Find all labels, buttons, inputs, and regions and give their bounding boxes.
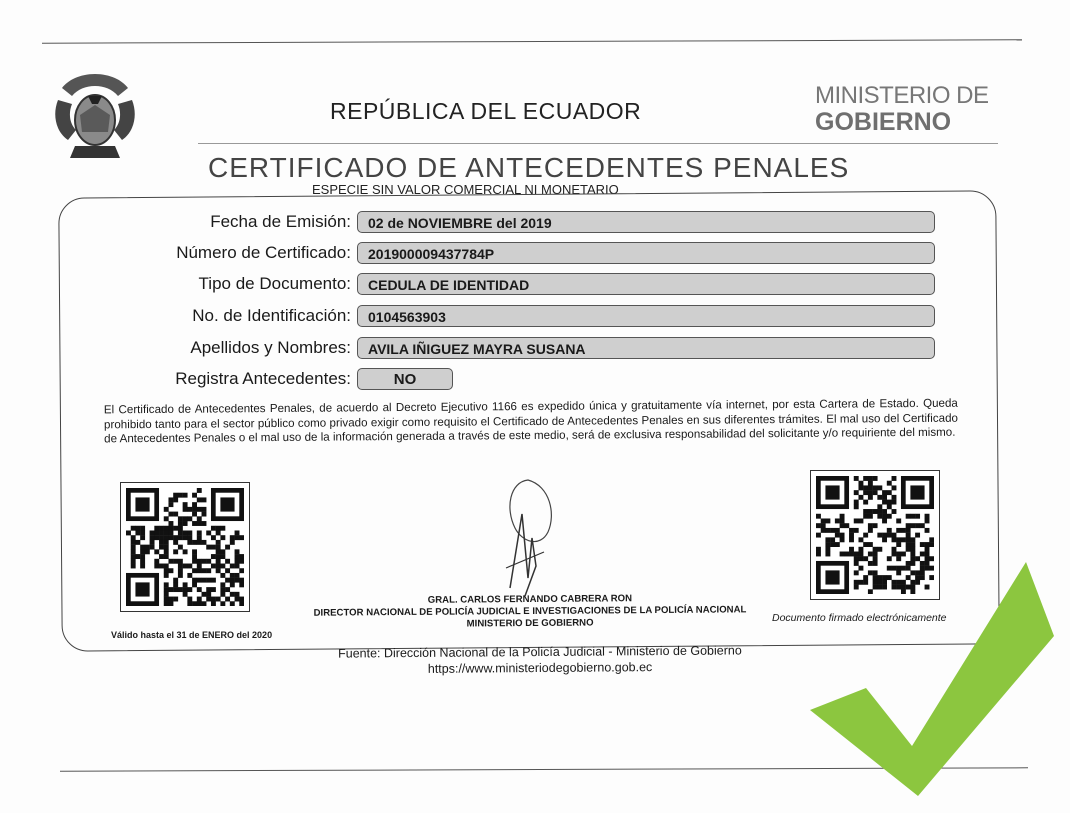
source-line: Fuente: Dirección Nacional de la Policía Judicial - Ministerio de Gobierno (338, 643, 742, 661)
field-value: 02 de NOVIEMBRE del 2019 (357, 211, 935, 233)
field-label: Número de Certificado: (176, 243, 351, 262)
certificate-title: CERTIFICADO DE ANTECEDENTES PENALES (208, 152, 850, 183)
field-value: 0104563903 (357, 305, 935, 327)
ministry-logo-line2: GOBIERNO (815, 108, 952, 136)
signer-block (250, 592, 810, 632)
coat-of-arms-icon (50, 70, 140, 165)
signature (470, 468, 580, 598)
top-rule (42, 39, 1022, 43)
ministry-logo-line1: MINISTERIO DE (815, 82, 989, 109)
field-label: Registra Antecedentes: (175, 369, 351, 388)
signer-position: DIRECTOR NACIONAL DE POLICÍA JUDICIAL E INVESTIGACIONES DE LA POLICÍA NACIONAL (313, 604, 747, 619)
field-value: CEDULA DE IDENTIDAD (357, 273, 935, 295)
signer-ministry: MINISTERIO DE GOBIERNO (466, 617, 594, 630)
source-url: https://www.ministeriodegobierno.gob.ec (427, 660, 653, 676)
field-issue-date (210, 211, 935, 235)
checkmark-icon (808, 560, 1058, 800)
field-value: NO (357, 368, 453, 390)
source-note (300, 642, 780, 678)
ministry-logo (815, 84, 989, 135)
field-criminal-record (175, 368, 453, 392)
field-document-type (198, 273, 935, 297)
certificate-subtitle: ESPECIE SIN VALOR COMERCIAL NI MONETARIO (312, 182, 619, 197)
field-value: 201900009437784P (357, 242, 935, 264)
field-label: Apellidos y Nombres: (190, 338, 351, 357)
electronic-signature-note: Documento firmado electrónicamente (772, 612, 947, 624)
field-label: No. de Identificación: (192, 306, 351, 325)
header-rule (198, 143, 998, 144)
field-full-name (190, 337, 935, 361)
legal-notice: El Certificado de Antecedentes Penales, de acuerdo al Decreto Ejecutivo 1166 es expedido única y gratuitamente vía internet, por esta Cartera de Estado. Queda prohibido tanto para el sector público como privado exigir como requisito el Certificado de Antecedentes Penales en sus diferentes trámites. El mal uso del Certificado de Antecedentes Penales o el mal uso de la información generada a través de este medio, será de exclusiva responsabilidad del solicitante y/o requiriente del mismo. (103, 396, 959, 446)
field-value: AVILA IÑIGUEZ MAYRA SUSANA (357, 337, 935, 359)
republic-title: REPÚBLICA DEL ECUADOR (330, 98, 642, 124)
field-id-number (192, 305, 935, 329)
signer-name: GRAL. CARLOS FERNANDO CABRERA RON (427, 593, 633, 606)
field-label: Fecha de Emisión: (210, 212, 351, 231)
validity-date: Válido hasta el 31 de ENERO del 2020 (111, 630, 273, 640)
qr-code-left (120, 482, 250, 612)
field-label: Tipo de Documento: (198, 274, 351, 293)
field-certificate-number (176, 242, 935, 266)
